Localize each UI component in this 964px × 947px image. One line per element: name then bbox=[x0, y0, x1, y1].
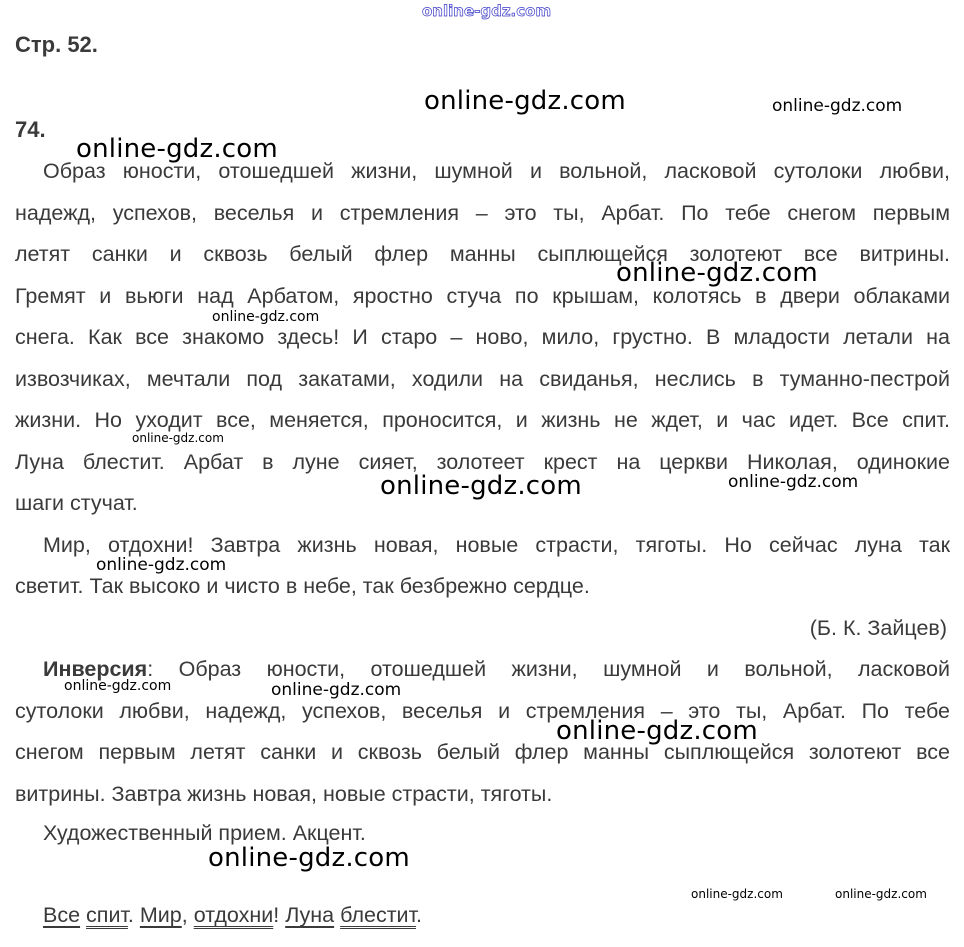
watermark: online-gdz.com bbox=[380, 471, 582, 501]
watermark: online-gdz.com bbox=[728, 472, 859, 492]
passage-line: снега. Как все знакомо здесь! И старо – ново, мило, грустно. В младости летали на bbox=[15, 325, 950, 349]
watermark: online-gdz.com bbox=[64, 678, 172, 694]
subject-word: Луна bbox=[285, 903, 335, 927]
watermark: online-gdz.com bbox=[271, 680, 402, 700]
inversion-line: сутолоки любви, надежд, успехов, веселья и стремления – это ты, Арбат. По тебе bbox=[15, 699, 950, 723]
watermark: online-gdz.com bbox=[424, 86, 626, 116]
watermark: online-gdz.com bbox=[96, 555, 227, 575]
punctuation: . bbox=[127, 903, 140, 927]
predicate-word: отдохни bbox=[193, 903, 274, 927]
passage-line: надежд, успехов, веселья и стремления – это ты, Арбат. По тебе снегом первым bbox=[15, 201, 950, 225]
subject-word: Мир bbox=[139, 903, 182, 927]
punctuation: ! bbox=[273, 903, 286, 927]
passage-line: Луна блестит. Арбат в луне сияет, золотеет крест на церкви Николая, одинокие bbox=[15, 450, 950, 474]
predicate-word: спит bbox=[86, 903, 128, 927]
watermark: online-gdz.com bbox=[772, 96, 903, 116]
page-number-heading: Стр. 52. bbox=[15, 32, 98, 57]
watermark: online-gdz.com bbox=[132, 431, 224, 445]
passage-line: шаги стучат. bbox=[15, 491, 138, 515]
passage-line: светит. Так высоко и чисто в небе, так безбрежно сердце. bbox=[15, 574, 590, 598]
technique-line: Художественный прием. Акцент. bbox=[43, 821, 366, 845]
exercise-number: 74. bbox=[15, 117, 46, 142]
inversion-line: витрины. Завтра жизнь новая, новые страсти, тяготы. bbox=[15, 782, 553, 806]
watermark: online-gdz.com bbox=[212, 309, 320, 325]
watermark: online-gdz.com bbox=[835, 887, 927, 901]
inversion-line-text: : Образ юности, отошедшей жизни, шумной и вольной, ласковой bbox=[147, 657, 950, 681]
passage-line: извозчиках, мечтали под закатами, ходили на свиданья, неслись в туманно-пестрой bbox=[15, 367, 950, 391]
watermark: online-gdz.com bbox=[691, 887, 783, 901]
punctuation: , bbox=[181, 903, 194, 927]
passage-line: летят санки и сквозь белый флер манны сыплющейся золотеют все витрины. bbox=[15, 242, 950, 266]
inversion-line: снегом первым летят санки и сквозь белый флер манны сыплющейся золотеют все bbox=[15, 740, 950, 764]
author-attribution: (Б. К. Зайцев) bbox=[809, 616, 947, 640]
inversion-line-1 bbox=[43, 654, 950, 684]
watermark: online-gdz.com bbox=[76, 134, 278, 164]
watermark: online-gdz.com bbox=[422, 2, 552, 20]
watermark: online-gdz.com bbox=[616, 258, 818, 288]
predicate-word: блестит bbox=[340, 903, 417, 927]
passage-line: Гремят и вьюги над Арбатом, яростно стуча по крышам, колотясь в двери облаками bbox=[15, 284, 950, 308]
watermark: online-gdz.com bbox=[556, 716, 758, 746]
passage-line: Мир, отдохни! Завтра жизнь новая, новые страсти, тяготы. Но сейчас луна так bbox=[43, 533, 950, 557]
punctuation: . bbox=[416, 903, 423, 927]
passage-line: Образ юности, отошедшей жизни, шумной и вольной, ласковой сутолоки любви, bbox=[43, 159, 950, 183]
watermark: online-gdz.com bbox=[208, 843, 410, 873]
inversion-term: Инверсия bbox=[43, 657, 148, 681]
passage-line: жизни. Но уходит все, меняется, проносится, и жизнь не ждет, и час идет. Все спит. bbox=[15, 408, 950, 432]
underlined-sentence bbox=[43, 900, 422, 930]
subject-word: Все bbox=[43, 903, 81, 927]
